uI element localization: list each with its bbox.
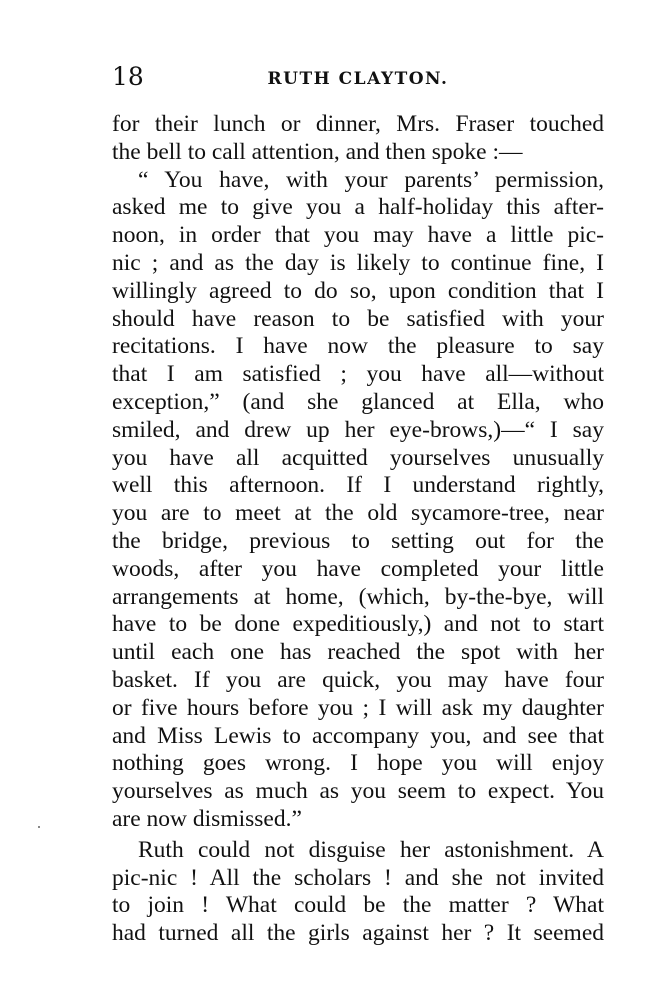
text-line: nic ; and as the day is likely to continue fine, I [112, 249, 604, 276]
text-line: had turned all the girls against her ? It seemed [112, 920, 604, 947]
text-line: recitations. I have now the pleasure to say [112, 333, 604, 360]
text-line: you are to meet at the old sycamore-tree, near [112, 500, 604, 527]
text-line: should have reason to be satisfied with your [112, 305, 604, 332]
text-line: woods, after you have completed your little [112, 555, 604, 582]
text-line: well this afternoon. If I understand rightly, [112, 472, 604, 499]
text-line: exception,” (and she glanced at Ella, who [112, 388, 604, 415]
text-line: until each one has reached the spot with her [112, 639, 604, 666]
text-line: and Miss Lewis to accompany you, and see that [112, 722, 604, 749]
text-line: asked me to give you a half-holiday this after- [112, 194, 604, 221]
text-line: noon, in order that you may have a little pic- [112, 222, 604, 249]
text-line: nothing goes wrong. I hope you will enjoy [112, 750, 604, 777]
text-line: yourselves as much as you seem to expect. You [112, 778, 604, 805]
text-line: arrangements at home, (which, by-the-bye, will [112, 583, 604, 610]
text-line: the bell to call attention, and then spoke :— [112, 138, 523, 165]
running-title: RUTH CLAYTON. [267, 69, 449, 89]
text-line: basket. If you are quick, you may have four [112, 666, 604, 693]
text-line: are now dismissed.” [112, 805, 302, 832]
body-text [112, 111, 604, 948]
text-line: Ruth could not disguise her astonishment. A [138, 836, 604, 863]
page-number: 18 [112, 62, 144, 91]
text-line: for their lunch or dinner, Mrs. Fraser touched [112, 111, 604, 137]
text-line: that I am satisfied ; you have all—without [112, 361, 604, 388]
text-line: to join ! What could be the matter ? What [112, 892, 604, 919]
text-line: pic-nic ! All the scholars ! and she not invited [112, 864, 604, 891]
text-line: the bridge, previous to setting out for the [112, 527, 604, 554]
text-line: or five hours before you ; I will ask my daughter [112, 694, 604, 721]
text-line: willingly agreed to do so, upon condition that I [112, 277, 604, 304]
text-line: smiled, and drew up her eye-brows,)—“ I say [112, 416, 604, 443]
text-line: you have all acquitted yourselves unusually [112, 444, 604, 471]
text-line: “ You have, with your parents’ permission, [138, 166, 604, 193]
running-head [112, 62, 604, 92]
paper-speck [38, 826, 40, 828]
text-line: have to be done expeditiously,) and not to start [112, 611, 604, 638]
